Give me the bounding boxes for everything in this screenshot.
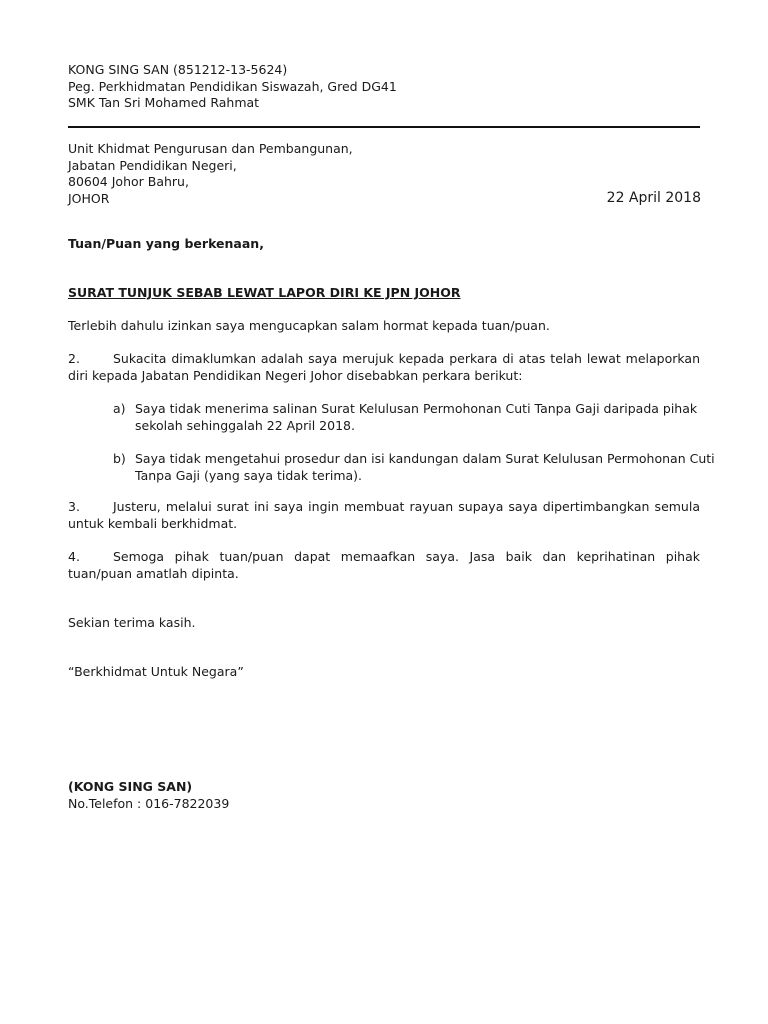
paragraph-text: Semoga pihak tuan/puan dapat memaafkan saya. Jasa baik dan keprihatinan pihak tuan/puan amatlah dipinta. <box>68 549 700 581</box>
recipient-line: Jabatan Pendidikan Negeri, <box>68 157 237 173</box>
recipient-address <box>68 141 468 207</box>
salutation: Tuan/Puan yang berkenaan, <box>68 236 264 251</box>
list-item-text: Saya tidak menerima salinan Surat Kelulusan Permohonan Cuti Tanpa Gaji daripada pihak <box>135 401 698 416</box>
recipient-line: 80604 Johor Bahru, <box>68 174 189 189</box>
header-divider <box>68 126 700 128</box>
paragraph-2 <box>68 351 700 384</box>
list-item-text: sekolah sehinggalah 22 April 2018. <box>135 417 355 433</box>
phone-number: No.Telefon : 016-7822039 <box>68 796 230 811</box>
paragraph-number: 4. <box>68 549 80 564</box>
sender-block <box>68 62 708 112</box>
motto-line: “Berkhidmat Untuk Negara” <box>68 664 244 679</box>
list-item <box>113 401 700 434</box>
list-item <box>113 451 715 484</box>
recipient-line: Unit Khidmat Pengurusan dan Pembangunan, <box>68 141 353 156</box>
paragraph-3 <box>68 499 700 532</box>
signature-name: (KONG SING SAN) <box>68 779 193 794</box>
list-item-text: Saya tidak mengetahui prosedur dan isi kandungan dalam Surat Kelulusan Permohonan Cuti <box>135 451 715 466</box>
paragraph-4 <box>68 549 700 582</box>
list-marker: b) <box>113 451 126 466</box>
closing-line: Sekian terima kasih. <box>68 615 196 630</box>
recipient-line: JOHOR <box>68 190 110 206</box>
sender-school: SMK Tan Sri Mohamed Rahmat <box>68 95 260 110</box>
paragraph-text: Sukacita dimaklumkan adalah saya merujuk kepada perkara di atas telah lewat melaporkan diri kepada Jabatan Pendidikan Negeri Johor disebabkan perkara berikut: <box>68 351 700 383</box>
paragraph-number: 2. <box>68 351 80 366</box>
paragraph-1: Terlebih dahulu izinkan saya mengucapkan salam hormat kepada tuan/puan. <box>68 318 550 333</box>
list-marker: a) <box>113 401 126 416</box>
subject-line: SURAT TUNJUK SEBAB LEWAT LAPOR DIRI KE JPN JOHOR <box>68 285 461 300</box>
list-item-text: Tanpa Gaji (yang saya tidak terima). <box>135 467 363 483</box>
paragraph-number: 3. <box>68 499 80 514</box>
sender-name: KONG SING SAN (851212-13-5624) <box>68 62 288 77</box>
sender-position: Peg. Perkhidmatan Pendidikan Siswazah, Gred DG41 <box>68 78 397 94</box>
letter-date: 22 April 2018 <box>606 190 701 206</box>
paragraph-text: Justeru, melalui surat ini saya ingin membuat rayuan supaya saya dipertimbangkan semula untuk kembali berkhidmat. <box>68 499 700 531</box>
